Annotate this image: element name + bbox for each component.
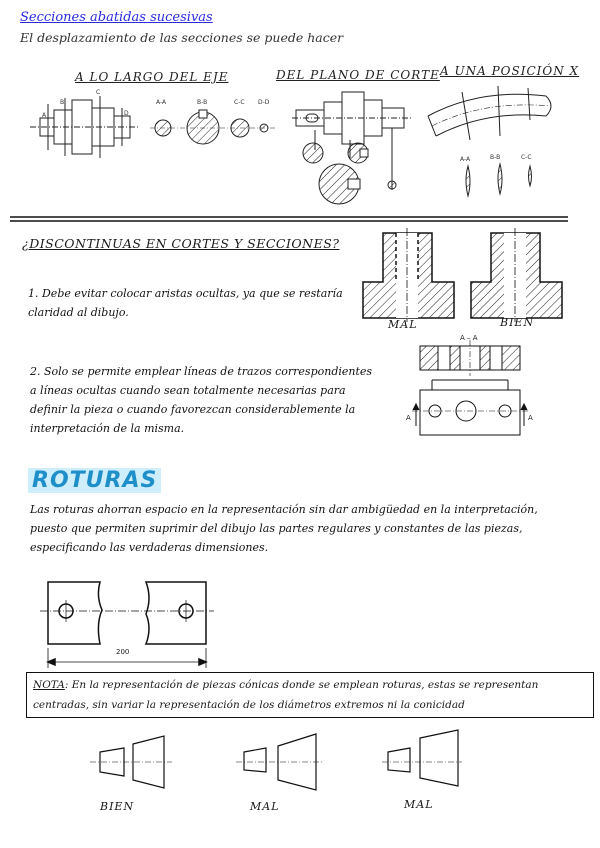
conical-piece-bien [90, 736, 172, 788]
label-bb-pos: B-B [490, 154, 501, 161]
plate-view-drawing [412, 380, 528, 435]
sections-along-axis [150, 110, 275, 144]
label-bb-eje: B-B [197, 99, 208, 106]
conical-piece-mal-1 [236, 734, 322, 790]
page-title: Secciones abatidas sucesivas [20, 10, 213, 25]
method-heading-posicion: A UNA POSICIÓN X [440, 64, 580, 78]
nota-box [26, 672, 594, 718]
sections-position [466, 164, 532, 196]
dimension-label: 200 [116, 648, 130, 656]
label-aa-eje: A-A [156, 99, 167, 106]
verdict-conical-bien: BIEN [100, 800, 135, 813]
label-dd-eje: D-D [258, 99, 270, 106]
label-cc-eje: C-C [234, 99, 245, 106]
verdict-conical-mal-2: MAL [404, 798, 434, 811]
cut-arrow-label-right: A [528, 414, 533, 422]
nota-label: NOTA [33, 679, 65, 691]
label-aa-pos: A-A [460, 156, 471, 163]
page-subtitle: El desplazamiento de las secciones se puede hacer [20, 30, 344, 45]
verdict-conical-mal-1: MAL [250, 800, 280, 813]
curved-piece-drawing [428, 86, 551, 140]
label-cc-pos: C-C [521, 154, 532, 161]
plate-section-drawing [420, 340, 520, 376]
discontinuas-heading: ¿DISCONTINUAS EN CORTES Y SECCIONES? [22, 236, 340, 251]
mark-b: B [60, 99, 65, 106]
plate-section-label: A – A [460, 334, 478, 342]
sections-plane [303, 143, 396, 204]
mark-d: D [124, 110, 129, 117]
discontinuas-point-2: 2. Solo se permite emplear líneas de trazos correspondientes a líneas ocultas cuando sean totalmente necesarias para definir la pieza o cuando favorezcan considerablemente la interpretación de la misma. [30, 365, 373, 435]
verdict-bien-piece: BIEN [500, 316, 535, 329]
nota-body: : En la representación de piezas cónicas donde se emplean roturas, estas se representan centradas, sin variar la representación de los diámetros extremos ni la conicidad [33, 679, 539, 711]
method-heading-eje: A LO LARGO DEL EJE [75, 70, 229, 84]
roturas-heading: ROTURAS [28, 468, 161, 493]
mark-a: A [42, 112, 47, 119]
nota-text-block [27, 673, 593, 717]
conical-piece-mal-2 [382, 730, 462, 786]
method-heading-plano: DEL PLANO DE CORTE [276, 68, 440, 82]
verdict-mal-piece: MAL [388, 318, 418, 331]
shaft-along-axis-drawing [30, 96, 140, 158]
piece-mal-drawing [363, 228, 454, 322]
piece-bien-drawing [471, 228, 562, 322]
discontinuas-point-1: 1. Debe evitar colocar aristas ocultas, ya que se restaría claridad al dibujo. [28, 287, 343, 319]
mark-c: C [96, 89, 101, 96]
cut-arrow-label-left: A [406, 414, 411, 422]
roturas-description: Las roturas ahorran espacio en la representación sin dar ambigüedad en la interpretación, puesto que permiten suprimir del dibujo las partes regulares y constantes de las piezas, especificando las verdaderas dimensiones. [30, 503, 538, 554]
